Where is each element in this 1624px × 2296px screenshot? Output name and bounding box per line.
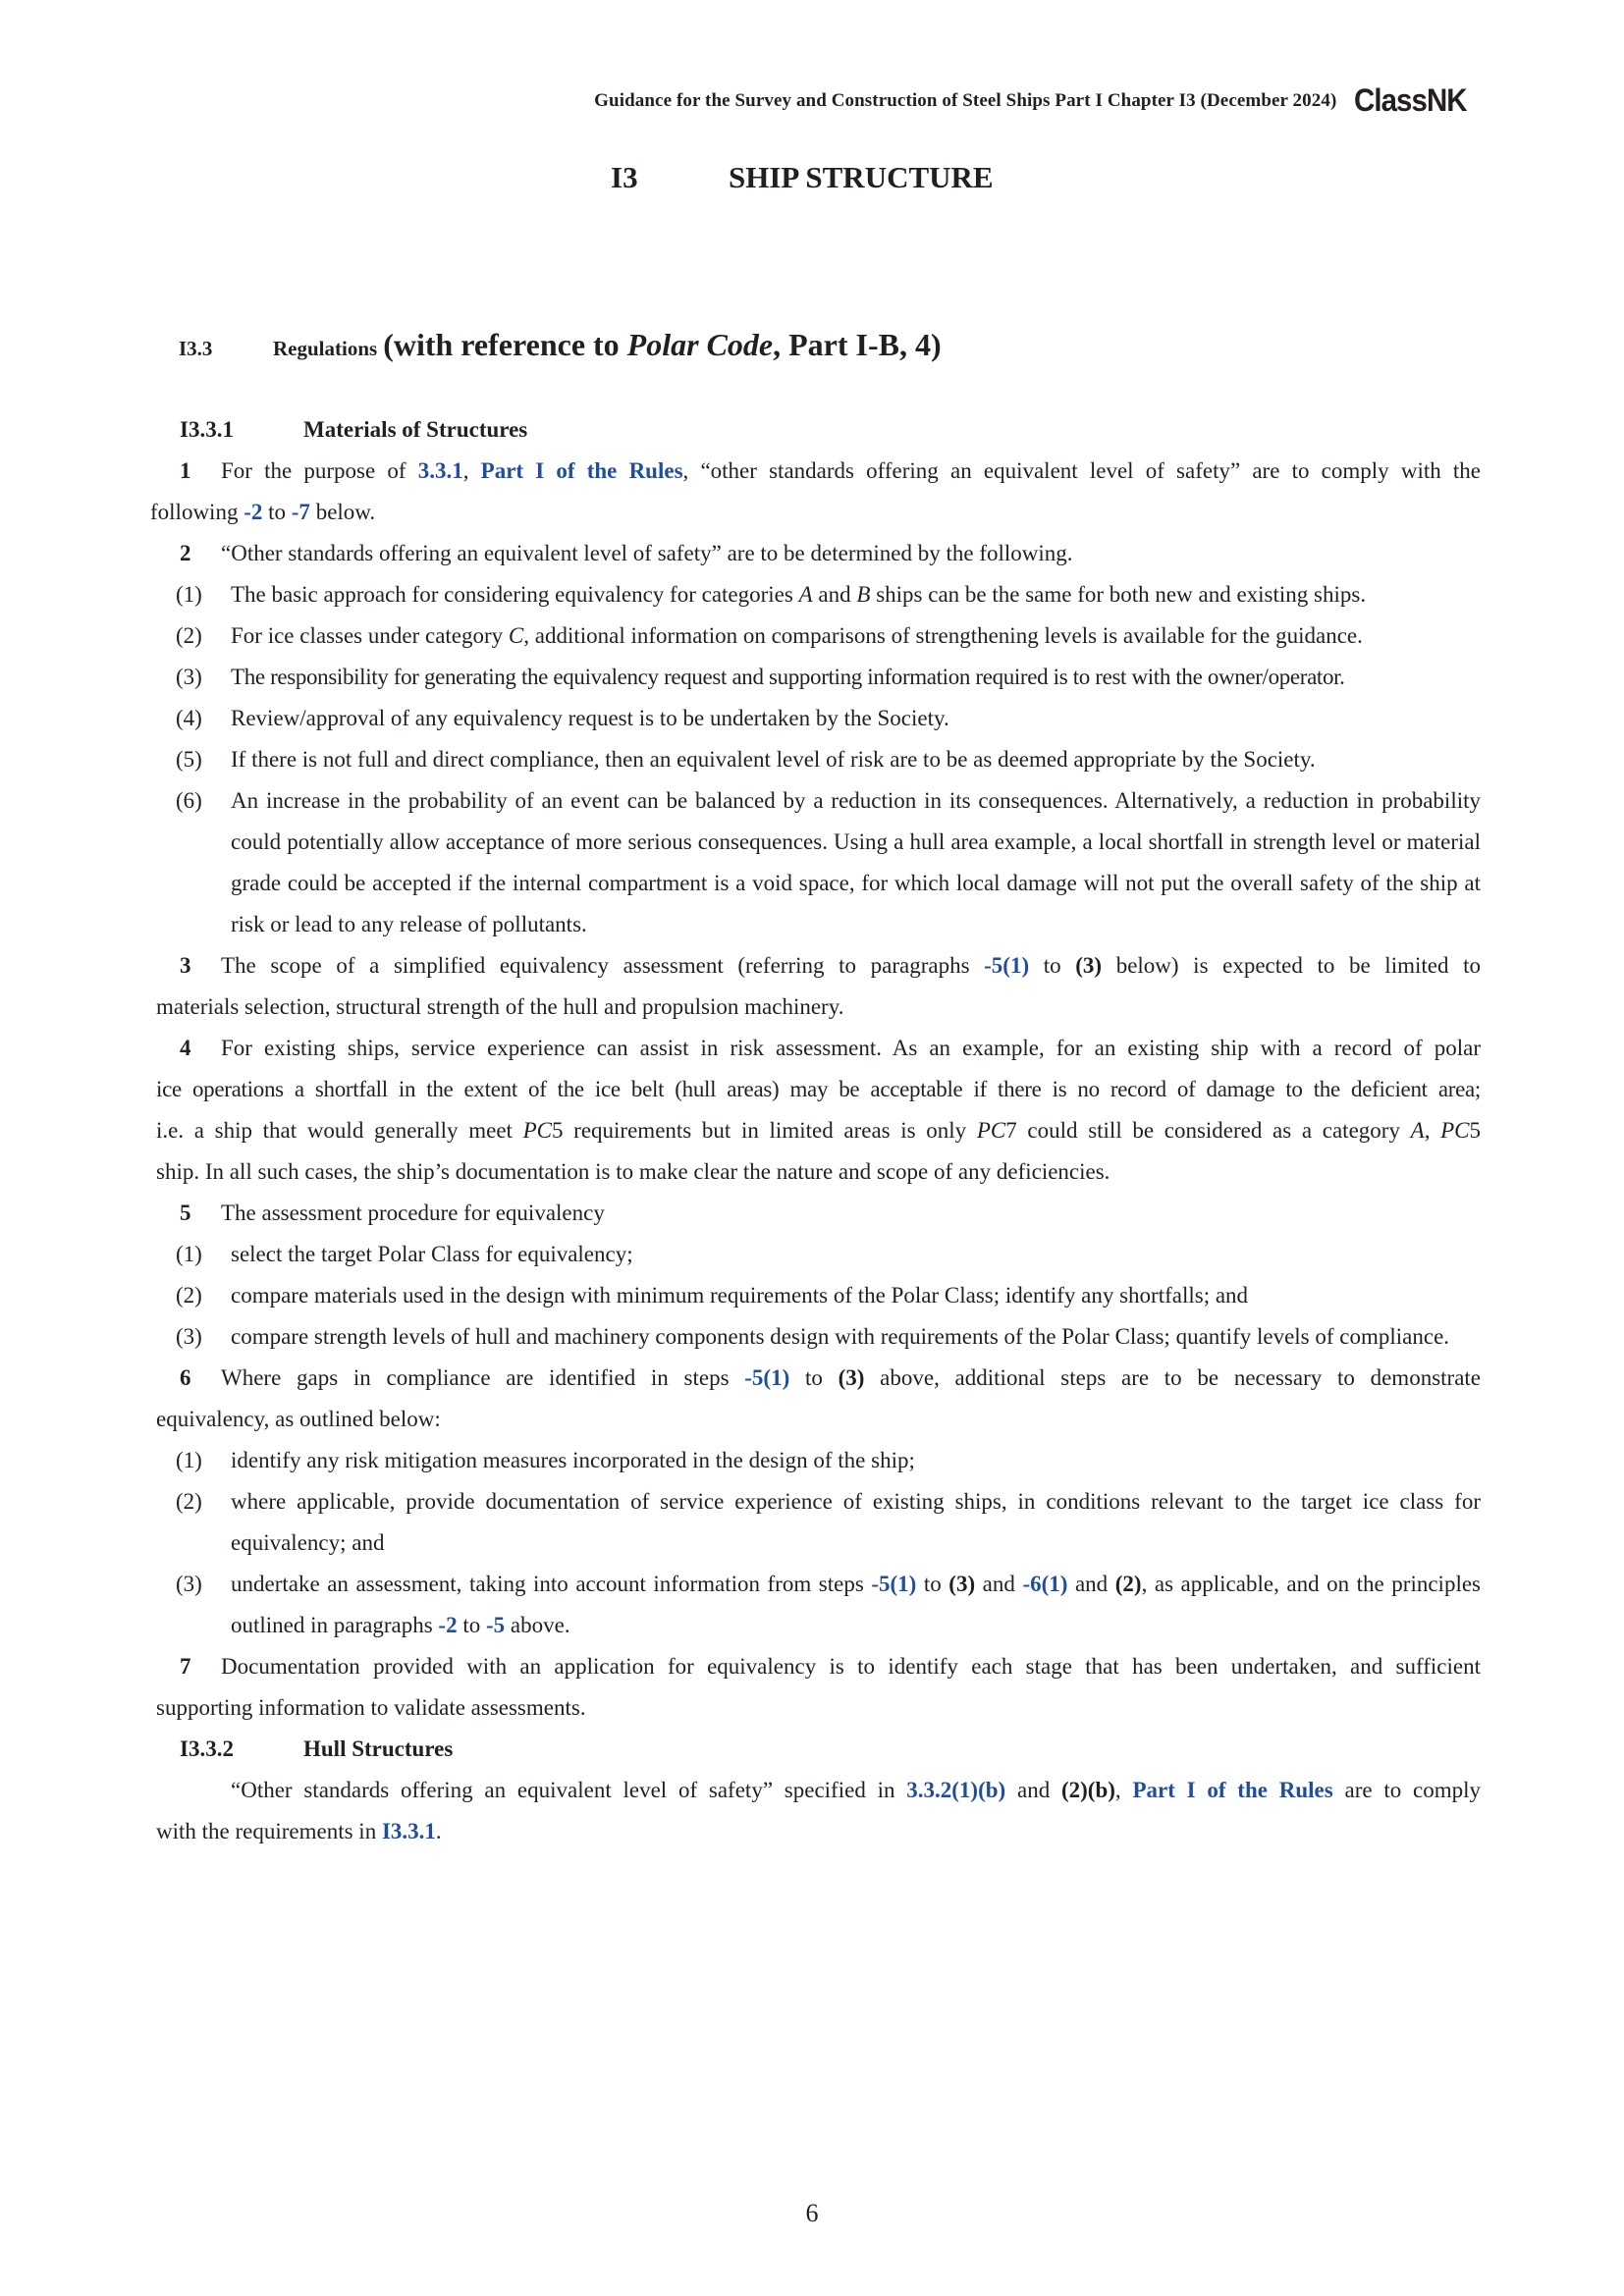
text: The basic approach for considering equivalency for categories [231, 582, 799, 607]
text: above, additional steps are to be necessary to demonstrate [864, 1365, 1481, 1390]
paragraph-link[interactable]: -5(1) [871, 1572, 917, 1596]
item-text: compare materials used in the design with minimum requirements of the Polar Class; identify any shortfalls; and [231, 1283, 1249, 1308]
paragraph-link[interactable]: -2 [244, 500, 263, 524]
bold-ref: (3) [838, 1365, 865, 1390]
item-number: (3) [176, 1572, 202, 1596]
item-number: (3) [176, 665, 202, 689]
italic-text: B [856, 582, 871, 607]
list-item [156, 574, 1481, 615]
paragraph-7-line-1 [156, 1646, 1481, 1687]
item-text: compare strength levels of hull and machinery components design with requirements of the Polar Class; quantify levels of compliance. [231, 1324, 1450, 1349]
paragraph-1-line-1 [156, 451, 1481, 492]
text: . [435, 1819, 442, 1843]
text: , as applicable, and on the principles outlined in paragraphs [231, 1572, 1481, 1637]
paragraph-number: 2 [180, 541, 191, 565]
paragraph-4-line-4: ship. In all such cases, the ship’s documentation is to make clear the nature and scope of any deficiencies. [156, 1159, 1110, 1184]
item-text [231, 1564, 1481, 1646]
paragraph-7-line-2: supporting information to validate assessments. [156, 1695, 586, 1720]
rule-link[interactable]: 3.3.2(1)(b) [906, 1778, 1006, 1802]
text: Documentation provided with an application for equivalency is to identify each stage that has been undertaken, and sufficient [221, 1654, 1481, 1679]
item-text: select the target Polar Class for equivalency; [231, 1242, 633, 1266]
list-item [156, 1234, 1481, 1275]
section-number: I3.3 [179, 337, 213, 360]
item-text: If there is not full and direct compliance, then an equivalent level of risk are to be as deemed appropriate by the Society. [231, 747, 1316, 772]
paragraph-number: 7 [180, 1654, 191, 1679]
text: below. [309, 500, 376, 524]
rule-link[interactable]: Part I of the Rules [480, 458, 683, 483]
text: 7 could still be considered as a category [1005, 1118, 1411, 1143]
text: For ice classes under category [231, 623, 509, 648]
list-item [156, 1275, 1481, 1316]
paragraph-6-line-1 [156, 1358, 1481, 1399]
paragraph-number: 5 [180, 1201, 191, 1225]
subsection-heading-materials [156, 409, 1481, 451]
item-text: Review/approval of any equivalency request is to be undertaken by the Society. [231, 706, 949, 730]
paragraph-number: 3 [180, 953, 191, 978]
bold-ref: (2) [1060, 1778, 1088, 1802]
text: The assessment procedure for equivalency [221, 1201, 605, 1225]
paragraph-2 [156, 533, 1481, 574]
chapter-name: SHIP STRUCTURE [729, 160, 994, 194]
item-number: (2) [176, 1283, 202, 1308]
subsection-number: I3.3.2 [180, 1736, 234, 1761]
classnk-logo: ClassNK [1354, 82, 1468, 118]
item-text: where applicable, provide documentation of service experience of existing ships, in conditions relevant to the target ice class for equivalency; and [231, 1489, 1481, 1555]
paragraph-3-line-1 [156, 945, 1481, 987]
text: to [916, 1572, 949, 1596]
hull-paragraph-line-1 [156, 1770, 1481, 1811]
section-ref-close: , Part I-B, 4) [773, 327, 942, 362]
italic-text: A [798, 582, 813, 607]
text: , additional information on comparisons of strengthening levels is available for the guidance. [523, 623, 1363, 648]
paragraph-1-line-2 [150, 492, 1481, 533]
text: 5 [1469, 1118, 1481, 1143]
item-number: (1) [176, 582, 202, 607]
paragraph-6-line-2: equivalency, as outlined below: [156, 1407, 441, 1431]
list-item [156, 1481, 1481, 1564]
item-number: (5) [176, 747, 202, 772]
item-number: (4) [176, 706, 202, 730]
text: “Other standards offering an equivalent level of safety” are to be determined by the following. [221, 541, 1073, 565]
item-number: (1) [176, 1242, 202, 1266]
subsection-heading-hull [156, 1729, 1481, 1770]
subsection-title: Hull Structures [303, 1736, 454, 1761]
text: with the requirements in [156, 1819, 382, 1843]
paragraph-4-line-1 [156, 1028, 1481, 1069]
paragraph-4-line-2: ice operations a shortfall in the extent of the ice belt (hull areas) may be acceptable if there is no record of damage to the deficient area; [156, 1077, 1481, 1101]
paragraph-number: 6 [180, 1365, 191, 1390]
paragraph-link[interactable]: -2 [438, 1613, 458, 1637]
paragraph-link[interactable]: -6(1) [1022, 1572, 1068, 1596]
paragraph-number: 1 [180, 458, 191, 483]
text: i.e. a ship that would generally meet [156, 1118, 523, 1143]
item-number: (6) [176, 788, 202, 813]
item-text: The responsibility for generating the equivalency request and supporting information required is to rest with the owner/operator. [231, 665, 1345, 689]
italic-text: PC [976, 1118, 1006, 1143]
text: “Other standards offering an equivalent level of safety” specified in [231, 1778, 907, 1802]
list-item [156, 698, 1481, 739]
text: below) is expected to be limited to [1102, 953, 1481, 978]
item-number: (2) [176, 623, 202, 648]
running-title: Guidance for the Survey and Construction of Steel Ships Part I Chapter I3 (December 2024) [594, 89, 1337, 111]
rule-link[interactable]: I3.3.1 [381, 1819, 436, 1843]
item-number: (1) [176, 1448, 202, 1472]
bold-ref: (2) [1114, 1572, 1142, 1596]
item-text [231, 574, 1481, 615]
text: ships can be the same for both new and existing ships. [870, 582, 1367, 607]
page-number: 6 [805, 2199, 819, 2227]
list-item [156, 739, 1481, 780]
text: Where gaps in compliance are identified in steps [221, 1365, 745, 1390]
document-body [150, 409, 1482, 1852]
italic-text: PC [1440, 1118, 1470, 1143]
text: The scope of a simplified equivalency assessment (referring to paragraphs [221, 953, 985, 978]
paragraph-3-line-2: materials selection, structural strength of the hull and propulsion machinery. [156, 994, 844, 1019]
rule-link[interactable]: Part I of the Rules [1132, 1778, 1333, 1802]
bold-ref: (b) [1087, 1778, 1115, 1802]
paragraph-4-line-3 [156, 1110, 1481, 1151]
text: and [975, 1572, 1023, 1596]
list-item [156, 1440, 1481, 1481]
list-item [156, 615, 1481, 657]
section-label: Regulations [273, 337, 378, 360]
text: to [262, 500, 292, 524]
text: undertake an assessment, taking into account information from steps [231, 1572, 872, 1596]
section-ref-italic: Polar Code [626, 327, 774, 362]
text: 5 requirements but in limited areas is only [552, 1118, 977, 1143]
list-item [156, 657, 1481, 698]
paragraph-link[interactable]: -5 [485, 1613, 506, 1637]
item-text: identify any risk mitigation measures incorporated in the design of the ship; [231, 1448, 915, 1472]
text: For existing ships, service experience can assist in risk assessment. As an example, for an existing ship with a record of polar [221, 1036, 1481, 1060]
hull-paragraph-line-2 [156, 1811, 1481, 1852]
chapter-number: I3 [611, 160, 638, 194]
paragraph-number: 4 [180, 1036, 191, 1060]
italic-text: C [508, 623, 524, 648]
paragraph-link[interactable]: -5(1) [744, 1365, 790, 1390]
text: , “other standards offering an equivalent level of safety” are to comply with the [682, 458, 1482, 483]
item-text [231, 615, 1481, 657]
text: to [457, 1613, 486, 1637]
italic-text: A [1410, 1118, 1425, 1143]
text: to [1029, 953, 1076, 978]
text: and [1067, 1572, 1115, 1596]
text: , [1114, 1778, 1133, 1802]
rule-link[interactable]: 3.3.1 [417, 458, 463, 483]
paragraph-link[interactable]: -5(1) [984, 953, 1030, 978]
item-number: (3) [176, 1324, 202, 1349]
paragraph-link[interactable]: -7 [291, 500, 310, 524]
subsection-number: I3.3.1 [180, 417, 234, 442]
text: above. [505, 1613, 570, 1637]
text: are to comply [1332, 1778, 1481, 1802]
paragraph-5 [156, 1193, 1481, 1234]
italic-text: PC [522, 1118, 552, 1143]
section-ref-open: (with reference to [383, 327, 627, 362]
text: and [1005, 1778, 1061, 1802]
text: and [812, 582, 857, 607]
section-reference [383, 327, 941, 363]
text: For the purpose of [221, 458, 418, 483]
list-item [156, 780, 1481, 945]
text: to [789, 1365, 839, 1390]
text: , [462, 458, 481, 483]
item-number: (2) [176, 1489, 202, 1514]
item-text: An increase in the probability of an event can be balanced by a reduction in its consequences. Alternatively, a reduction in probability could potentially allow acceptance of more serious consequences. Using a hull area example, a local shortfall in strength level or material grade could be accepted if the internal compartment is a void space, for which local damage will not put the overall safety of the ship at risk or lead to any release of pollutants. [231, 788, 1481, 936]
list-item [156, 1564, 1481, 1646]
running-header [594, 82, 1477, 119]
subsection-title: Materials of Structures [303, 417, 528, 442]
list-item [156, 1316, 1481, 1358]
bold-ref: (3) [1075, 953, 1103, 978]
section-heading [179, 327, 942, 363]
chapter-title [611, 160, 994, 195]
text: , [1424, 1118, 1441, 1143]
text: following [150, 500, 244, 524]
bold-ref: (3) [948, 1572, 976, 1596]
